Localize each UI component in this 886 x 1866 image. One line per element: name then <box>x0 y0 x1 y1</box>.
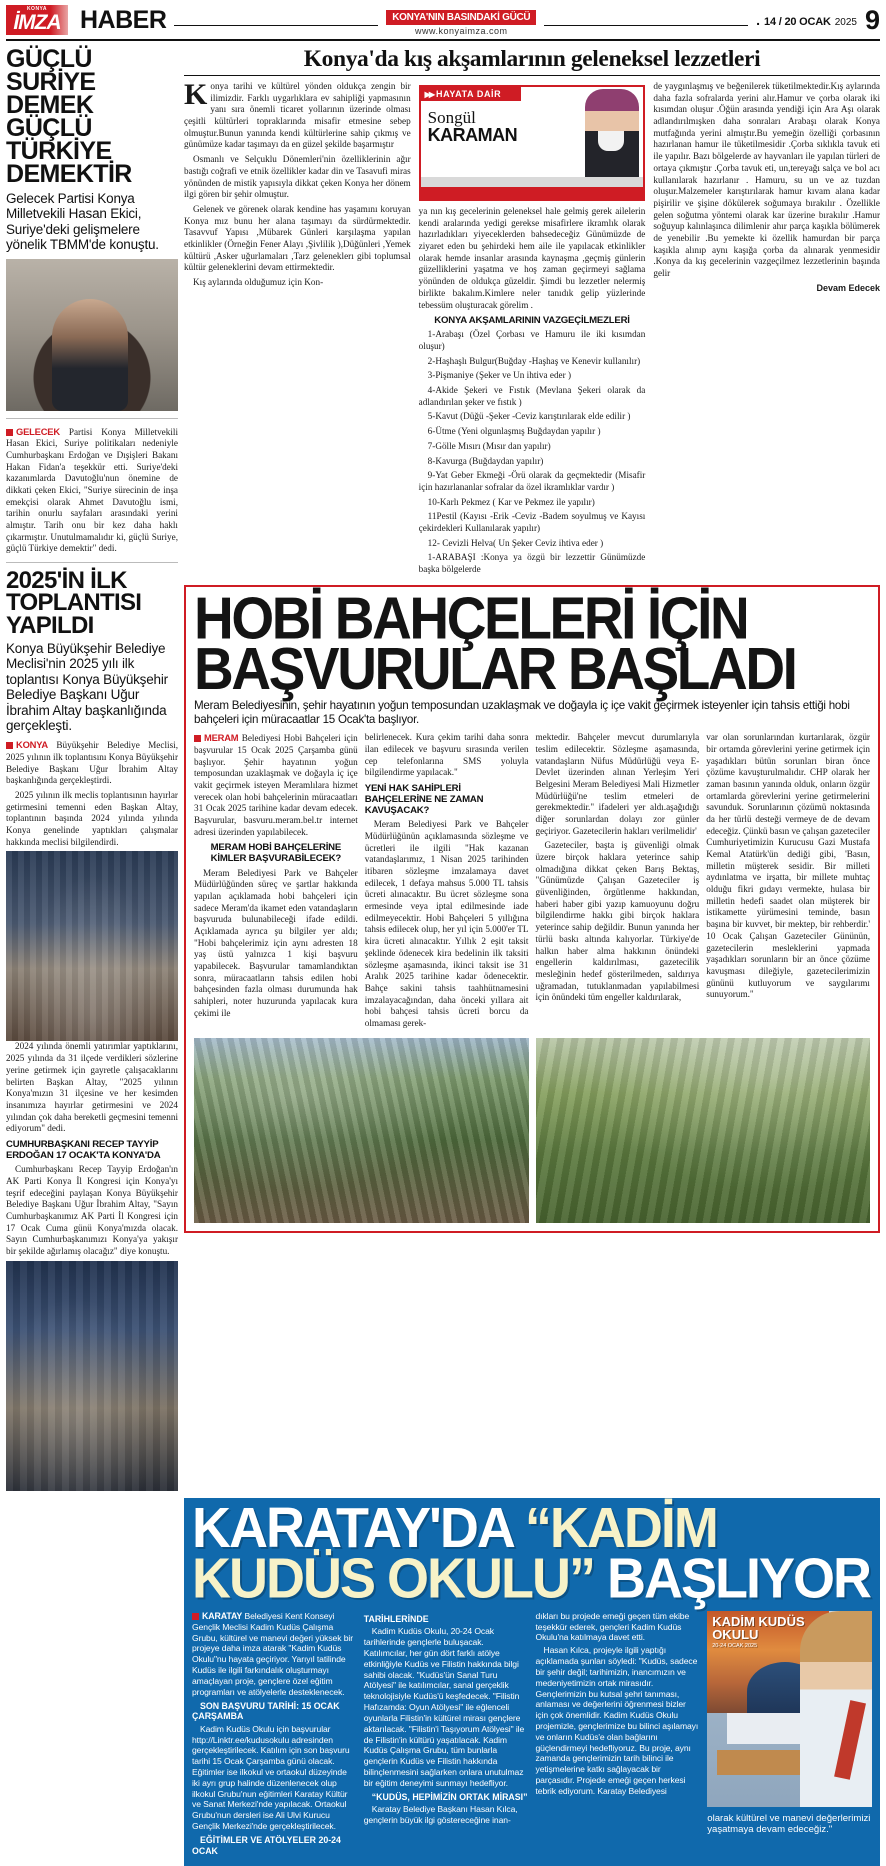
story2-paragraph-4: Cumhurbaşkanı Recep Tayyip Erdoğan'ın AK Parti Konya İl Kongresi için Konya'yı teşrif edeceğini paylaşan Konya Büyükşehir Belediye Başkanı Uğur İbrahim Altay, "Sayın Cumhurbaşkanımız AK Parti İl Kongresi için 17 Ocak Cuma günü Konya'mızda olacak. Sayın Cumhurbaşkanımızı Konya'ya yakışır bir şekilde ağırlamış olacağız" diye konuştu. <box>6 1164 178 1256</box>
karatay-headline <box>192 1497 872 1610</box>
feature-col-1 <box>184 78 411 579</box>
list-item: 7-Gölle Mısırı (Mısır dan yapılır) <box>427 440 551 451</box>
section-title: HABER <box>80 5 167 34</box>
list-item: 4-Akide Şekeri ve Fıstık (Mevlana Şekeri olarak da adlandırılan şeker ve fıstık ) <box>418 385 646 407</box>
double-chevron-right-icon: ▶▶ <box>424 89 433 99</box>
story1-standfirst: Gelecek Partisi Konya Milletvekili Hasan Ekici, Suriye'deki gelişmelere yönelik TBMM'de konuştu. <box>6 191 159 253</box>
hobi-article-box <box>184 585 880 1233</box>
columnist-first-name: Songül <box>427 108 476 127</box>
hobi-c1-subhead: MERAM HOBİ BAHÇELERİNE KİMLER BAŞVURABİLECEK? <box>210 842 342 865</box>
karatay-col-2 <box>364 1611 529 1858</box>
karatay-c3-p2: Hasan Kılca, projeyle ilgili yaptığı açıklamada şunları söyledi: "Kudüs, sadece bir şehir değil; tarihimizin, inancımızın ve medeniyetimizin ortak mirasıdır. Gençlerimizin bu kutsal şehri tanıması, anlaması ve değerlerini öğrenmesi bizler için çok önemlidir. Kadim Kudüs Okulu projemizle, gençlerimize bu bilinci aşılamayı ve onların Kudüs'e olan bağlarını güçlendirmeyi hedefliyoruz. Bu proje, aynı zamanda gençlerimizin tarih bilinci ile yetişmelerine katkı sağlayacak bir parçasıdır. Projede emeği geçen herkesi tebrik ediyorum. Karatay Belediyesi <box>535 1645 699 1796</box>
hobi-headline-line1: HOBİ BAHÇELERİ İÇİN <box>194 584 748 652</box>
hobi-col-1 <box>194 732 358 1033</box>
hobi-headline-line2: BAŞVURULAR BAŞLADI <box>194 635 796 703</box>
karatay-c2-subhead-2: “KUDÜS, HEPİMİZİN ORTAK MİRASI” <box>371 1791 528 1802</box>
karatay-col-3 <box>536 1611 701 1858</box>
karatay-columns <box>192 1611 872 1858</box>
karatay-c1-subhead-2: EĞİTİMLER VE ATÖLYELER 20-24 OCAK <box>192 1834 341 1856</box>
masthead-rule-left <box>174 25 378 26</box>
story1-body <box>6 426 178 556</box>
hobi-photo-row <box>194 1038 870 1223</box>
story2-photo <box>6 851 178 1041</box>
story2-kicker: KONYA <box>16 739 48 751</box>
karatay-c1-subhead: SON BAŞVURU TARİHİ: 15 OCAK ÇARŞAMBA <box>192 1700 340 1722</box>
poster-subtitle: 20-24 OCAK 2025 <box>712 1642 758 1649</box>
left-sidebar-column <box>6 44 178 1491</box>
karatay-c1-p1-text: Belediyesi Kent Konseyi Gençlik Meclisi Kadim Kudüs Çalışma Grubu, kültürel ve manevi değeri yüksek bir projeye daha imza atarak "Kadim Kudüs Okulu"nu hayata geçiriyor. Yarıyıl tatilinde Kudüs ile ilgili farkındalık oluşturmayı amaçlayan proje, gençlere özel eğitim programları ve atölyelerle desteklenecek. <box>192 1610 353 1697</box>
feature-col-2 <box>419 81 646 579</box>
karatay-c2-p1: Kadim Kudüs Okulu, 20-24 Ocak tarihlerinde gençlerle buluşacak. Katılımcılar, her gün dört farklı atölye etkinliğiyle Kudüs ve Filistin hakkında bilgi sahibi olacak. "Kudüs'ün Sanal Turu Atölyesi" ile katılımcılar, sanal gerçeklik teknolojisiyle Kudüs'ü keşfedecek. "Filistin Hafızamda: Oyun Atölyesi" ile eğlenceli oyunlarla Filistin'in kültürel mirası gençlere aktarılacak. "Filistin'i Taşıyorum Atölyesi" ile de Filistin'in kültürü yaşatılacak. Kadim Kudüs Çalışma Grubu, tüm bunlarla gençlerin Kudüs ve Filistin hakkında bilinçlenmesini sağlarken onlara unutulmaz bir eğitim deneyimi sunmayı hedefliyor. <box>363 1626 525 1788</box>
karatay-c4-end: olarak kültürel ve manevi değerlerimizi yaşatmaya devam edeceğiz." <box>707 1812 871 1836</box>
issue-date <box>756 12 857 28</box>
brand-tagline: KONYA'NIN BASINDAKİ GÜCÜ <box>386 10 536 25</box>
karatay-article-box <box>184 1498 880 1866</box>
list-item: 1-Arabaşı (Özel Çorbası ve Hamuru ile iki kısımdan oluşur) <box>418 329 646 351</box>
list-item: 10-Karlı Pekmez ( Kar ve Pekmez ile yapılır) <box>427 496 595 507</box>
columnist-card-footer-band <box>421 187 644 199</box>
columnist-section-label-bar <box>421 87 521 101</box>
columnist-card-grey-band <box>421 177 644 187</box>
list-item: 6-Ütme (Yeni olgunlaşmış Buğdaydan yapılır ) <box>427 426 601 437</box>
hobi-photo-aerial <box>536 1038 871 1223</box>
karatay-kicker: KARATAY <box>202 1610 243 1621</box>
hobi-c3-p1: mektedir. Bahçeler mevcut durumlarıyla teslim edilecektir. Sözleşme aşamasında, vatandaşların Nüfus Müdürlüğü veya E-Devlet üzerinden alınan Yerleşim Yeri Belgesini Meram Belediyesi Mali Hizmetler Müdürlüğü'ne teslim etmeleri de gerekmektedir." ifadeleri yer aldı.aşağıdığı diğer sorunlardan dolayı zor günler geçiriyor. Gazetecilerin hakları verilmelidir' <box>535 732 700 836</box>
story2-subhead: CUMHURBAŞKANI RECEP TAYYİP ERDOĞAN 17 OCAK'TA KONYA'DA <box>6 1138 161 1162</box>
masthead-divider <box>6 39 880 41</box>
page-body <box>6 44 880 1491</box>
karatay-headline-part1: KARATAY'DA <box>192 1497 512 1560</box>
columnist-card[interactable] <box>419 85 646 201</box>
hobi-standfirst: Meram Belediyesinin, şehir hayatının yoğun temposundan uzaklaşmak ve doğayla iç içe vakit geçirmek isteyenler için tahsis ettiği hobi bahçeleri için müracaatlar 15 Ocak'ta başlıyor. <box>194 699 850 726</box>
feature-article <box>184 46 880 579</box>
hobi-c3-p2: Gazeteciler, başta iş güvenliği olmak üzere birçok haklara yeterince sahip olmadığına dikkat çeken Barış Bektaş, "Günümüzde Çalışan Gazeteciler iş güvenliğinden, örgütlenme hakkından, haberi haber gibi yazıp kamuoyunu doğru bilgilendirme hakkı gibi birçok haklara yeterince sahip değildir. Bunun yanında her türlü baskı altında kalıyorlar. Türkiye'de halkın haber alma hakkının önündeki engellerin kaldırılması, gazetecilik mesleğinin hedef gösterilmeden, saldırıya uğramadan, tutuklanmadan yapılabilmesi için önündeki tüm engeller kaldırılarak, <box>535 840 700 1003</box>
divider <box>6 418 178 419</box>
hobi-col-4 <box>706 732 870 1033</box>
kicker-square-icon <box>6 429 13 436</box>
story2-paragraph-1 <box>6 739 178 787</box>
hobi-headline <box>194 584 870 703</box>
karatay-headline-part4: BAŞLIYOR <box>607 1546 871 1610</box>
kicker-square-icon <box>194 735 201 742</box>
hobi-c1-p2: Meram Belediyesi Park ve Bahçeler Müdürlüğünden süreç ve şartlar hakkında yapılan açıklamada hobi bahçeleri için sadece Meram'da ikamet eden vatandaşların başvuruda bulunabileceği ifade edildi. Açıklamada ayrıca şu bilgiler yer aldı; "Hobi bahçelerimiz için aynı adresten 18 yaş üstü yalnızca 1 kişi başvuru yapabilecek. Başvurular tamamlandıktan sonra, müracaatların tahsis edilen hobi bahçesinden fazla olması durumunda hak sahipleri, noter huzurunda yapılacak kura çekimi ile <box>194 867 358 1018</box>
list-item: 2-Haşhaşlı Bulgur(Buğday -Haşhaş ve Kenevir kullanılır) <box>427 355 641 366</box>
karatay-headline-part3: KUDÜS OKULU” <box>192 1546 594 1610</box>
hobi-col-3 <box>536 732 700 1033</box>
karatay-col-1 <box>192 1611 357 1858</box>
feature-col-3 <box>653 81 880 579</box>
list-item: 9-Yat Geber Ekmeği -Örü olarak da geçmektedir (Misafir için hazırlananlar sofralar da özel ikramlıklar vardır ) <box>418 470 646 492</box>
feature-c1-p2: Osmanlı ve Selçuklu Dönemleri'nin özelliklerinin ağır bastığı coğrafi ve etnik özellikler kadar din ve Tasavufi miras yönünden de mistik yapısıyla dikkat çeken Konya her dönem ilgi gören bir şehir olmuştur. <box>184 154 411 200</box>
hobi-c2-p1: belirlenecek. Kura çekim tarihi daha sonra ilan edilecek ve başvuru sırasında verilen cep telefonlarına SMS yoluyla bilgilendirme yapılacak." <box>364 732 529 778</box>
date-dot: . <box>756 12 761 28</box>
story1-photo <box>6 259 178 411</box>
masthead <box>6 0 880 38</box>
hobi-c2-p2: Meram Belediyesi Park ve Bahçeler Müdürlüğünün açıklamasında sözleşme ve ücretleri ile ilgili "Hak kazanan vatandaşlarımız, 1 Nisan 2025 tarihinden itibaren sözleşme imzalamaya davet edilecek, 1 defaya mahsus 5.000 TL tahsis ücreti alınacaktır. Bu ücret sözleşme sona ermesinde veya iptal edilmesinde iade edilmeyecektir. Hobi Bahçeleri 5 yıllığına tahsis edilecek olup, her yıl için 5.000'er TL kira ücreti alınacaktır. Yıllık 2 eşit taksit şeklinde ödenecek kira bedelinin ilk taksiti sözleşme aşamasında, ikinci taksit ise 31 Aralık 2025 tarihine kadar ödenecektir. Bahçe sakini tahsis taahhütnamesini imzalayacağından, daha önceki yıllara ait hobi bahçesi tahsis ücreti borcu da olmaması gerek- <box>364 819 529 1028</box>
hobi-c1-p1-text: Belediyesi Hobi Bahçeleri için başvurular 15 Ocak 2025 Çarşamba günü başlıyor. Şehir hayatının yoğun temposundan uzaklaşmak ve doğayla iç içe vakit geçirmek isteyen Meramlılara hizmet verecek olan hobi bahçelerinin müracaatları 31 Ocak 2025 tarihine kadar devam edecek. Başvurular, basvuru.meram.bel.tr internet adresi üzerinden yapılabilecek. <box>194 733 358 837</box>
story2-paragraph-2: 2025 yılının ilk meclis toplantısının hayırlar getirmesini temenni eden Başkan Altay, toplantının başında 2024 yılında yılında Konya genelinde yaptıkları çalışmalar hakkında meclisi bilgilendirdi. <box>6 790 178 847</box>
story1-kicker: GELECEK <box>16 425 60 437</box>
story1-headline: GÜÇLÜ SURİYE DEMEK GÜÇLÜ TÜRKİYE DEMEKTİR <box>6 45 132 188</box>
publication-logo[interactable] <box>6 5 68 35</box>
feature-c3-p1: de yaygınlaşmış ve beğenilerek tüketilmektedir.Kış aylarında daha fazla sofralarda yerini alır.Hamur ve çorba olarak iki kısımdan oluşur .Öğün arasında yendiği için Ara Aşı olarak adlandırılmışken daha sonraları Arabaşı olarak Konya mutfağında yerini almıştır.Bu yemeğin özelliği çorbasının hazırlanan hamur ile tüketilmesidir .Çorba sıklıkla tavuk eti ile yapılır. Bazı bölgelerde av hayvanları ile yapılan türleri de ortaya çıkmıştır .Çorba tavuk eti, un,tereyağı salça ve bol acı kullanılarak hazırlanır . Hamuru, su un ve az tuzdan oluşur.Malzemeler karıştırılarak hamur kıvam alana kadar pişirilir ve şişine dökülerek soğumaya bırakılır . Özellikle gelen soğutma yöntemi olarak kar üzerine bırakılır .Hamur soğuyup kalınlaşınca dilimlenir ahır parça kaşıkla bölümerek de yenebilir .Bu yemekte ki özellik hamurdan bir parça kaşıkla alınıp aynı kaşığa çorba da alınarak yenmesidir .Konya da kış gecelerinin vazgeçilmez lezzetlerinin başında gelir <box>653 81 881 278</box>
columnist-section-label: HAYATA DAİR <box>435 89 502 99</box>
main-content-column <box>184 44 880 1491</box>
karatay-c1-p2: Kadim Kudüs Okulu için başvurular http://Linktr.ee/kudusokulu adresinden gerçekleştirilecek. Katılım için son başvuru tarihi 15 Ocak Çarşamba günü olacak. Eğitimler ise ilkokul ve ortaokul düzeyinde iki ayrı grup halinde düzenlenecek olup ilkokul Grubu'nun eğitimleri Karatay Kültür ve Sanat Merkezi'nde yapılacak. Ortaokul Grubu'nun dersleri ise Ali Ulvi Kurucu Gençlik Merkezi'nde gerçekleştirilecek. <box>192 1723 350 1832</box>
hobi-kicker: MERAM <box>204 732 239 744</box>
hobi-c4-p1: var olan sorunlarından kurtarılarak, özgür bir ortamda görevlerini yerine getirmek için yaşadıkları bütün sorunları biran önce çözüme kavuşturulmalıdır. CHP olarak her zaman basının yanında olduk, onların özgür ortamlarda görevlerini yerine getirmelerini savunduk. Sorunlarının çözümü noktasında da her türlü desteği vermeye de de devam edeceğiz. Çünkü basın ve çalışan gazeteciler Cumhuriyetimizin Kurucusu Gazi Mustafa Kemal Atatürk'ün dediği gibi, 'Basın, milletin müşterek sesidir. Bir milleti aydınlatma ve irşatta, bir millete muhtaç olduğu fikri gıdayı vermekte, hulasa bir milletin hedefi saadet olan müşterek bir istikamette yürümesini teminde, basın başına bir kuvvet, bir mektep, bir rehberdir.' 10 Ocak Çalışan Gazeteciler Gününün, gazetecilerin mesleklerini yapmada yaşadıkları sorunların bir an önce çözüme kavuşması dileğiyle, gazetecilerimizin gününü kutluyorum ve saygılarımı sunuyorum." <box>706 732 871 1000</box>
page-number: 9 <box>864 4 881 35</box>
list-item: 5-Kavut (Düğü -Şeker -Ceviz karıştırılarak elde edilir ) <box>427 411 631 422</box>
feature-rule <box>184 75 880 76</box>
story2-headline: 2025'İN İLK TOPLANTISI YAPILDI <box>6 567 142 639</box>
hobi-col-2 <box>365 732 529 1033</box>
date-year: 2025 <box>834 17 857 28</box>
columnist-last-name: KARAMAN <box>427 125 518 145</box>
logo-small-text: KONYA <box>26 6 48 12</box>
poster-title-block <box>712 1615 804 1650</box>
logo-main-text: İMZA <box>13 11 61 34</box>
poster-title-line2: OKULU <box>712 1626 759 1642</box>
brand-center <box>386 7 536 36</box>
karatay-c3-p1: dıkları bu projede emeği geçen tüm ekibe teşekkür ederek, gençleri Kadim Kudüs Okulu'na katılmaya davet etti. <box>535 1610 690 1643</box>
feature-c2-p1: ya nın kış gecelerinin geleneksel hale gelmiş gerek ailelerin kendi aralarında yedigi gerekse misafirlere ikramlık olarak hazırladıkları yiyeceklerden bahsedeceğiz Günümüzde de ziyaret eden bu şehirdeki hem aile ile yapılacak etkinlikler olarak hemde insanlar arasında kaynaşma ,geçmiş günlerin güzelliklerini yaşatma ve hoş zaman geçirmeyi sağlama yönünden de oldukça güzeldir. Şimdi bu lezzetler nelermiş birlikte bakalım.Kimlere neler tanıdık gelip yüzlerinde tebessüm oluşturacak görelim . <box>418 206 646 310</box>
feature-c1-p3: Gelenek ve görenek olarak kendine has yaşamını koruyan Konya mız bunu her alana taşımayı da sürdürmektedir. Tasavvuf Yapısı ,Mübarek Günleri karşılaşma yapılan etkinlikler (Örneğin Fener Alayı ,Şivlilik ),Düğünleri ,Yemek kültürü ,Asker uğurlamaları ,Tarz geleneklerı gibi toplumsal kültür geleneklerini devam ettirmektedir. <box>184 203 411 273</box>
hobi-c2-subhead: YENİ HAK SAHİPLERİ BAHÇELERİNE NE ZAMAN KAVUŞACAK? <box>364 782 484 817</box>
list-item: 1-ARABAŞI :Konya ya özgü bir lezzettir Günümüzde başka bölgelerde <box>418 552 646 574</box>
kicker-square-icon <box>6 742 13 749</box>
karatay-c2-subhead: TARİHLERİNDE <box>363 1613 429 1624</box>
divider <box>6 562 178 563</box>
feature-continue-label: Devam Edecek <box>816 282 881 293</box>
kicker-square-icon <box>192 1613 199 1620</box>
list-item: 11Pestil (Kayısı -Erik -Ceviz -Badem soyulmuş ve Kayısı çekirdekleri Kullanılarak yapılır) <box>418 511 646 533</box>
date-text: 14 / 20 OCAK <box>764 16 831 28</box>
hobi-c1-p1 <box>194 732 358 838</box>
feature-c1-p4: Kış aylarında olduğumuz için Kon- <box>193 277 324 287</box>
feature-c1-p1: Konya tarihi ve kültürel yönden oldukça zengin bir ilimizdir. Farklı uygarlıklara ev sahipliği yapmasının yanı sıra önemli ticaret yollarının üzerinde olması çeşitli kültürleri topraklarında misafir etmesine sebep olmuştur.Bunun yanında kendi kültürlerine sahip çıkmış ve günümüze kadar taşımayı da en güzel şekilde başarmıştır <box>184 78 411 150</box>
feature-columns <box>184 78 881 579</box>
feature-headline: Konya'da kış akşamlarının geleneksel lezzetleri <box>303 46 761 72</box>
list-item: 8-Kavurga (Buğdaydan yapılır) <box>427 455 544 466</box>
hobi-photo-garden <box>194 1038 529 1223</box>
karatay-c1-p1 <box>192 1611 357 1698</box>
masthead-rule-right <box>544 25 748 26</box>
hobi-columns <box>194 732 870 1033</box>
karatay-c2-p2: Karatay Belediye Başkanı Hasan Kılca, gençlerin büyük ilgi göstereceğine inan- <box>363 1804 518 1826</box>
story2-standfirst: Konya Büyükşehir Belediye Meclisi'nin 2025 yılı ilk toplantısı Konya Büyükşehir Belediye Başkanı Uğur İbrahim Altay başkanlığında gerçekleşti. <box>6 641 168 733</box>
karatay-poster-photo <box>707 1611 872 1807</box>
story1-body-text: Partisi Konya Milletvekili Hasan Ekici, Suriye politikaları nedeniyle Cumhurbaşkanı Erdoğan ve Dışişleri Bakanı Hakan Fidan'a teşekkür etti. Suriye'deki kazanımlarda Davutoğlu'nun önemine de dikkati çeken Ekici, "Suriye sürecinin de inşa emekçisi olarak Ahmet Davutoğlu ismi, tarihin onurlu sayfaları arasındaki yerini almıştır. Tarih onu bir kez daha haklı çıkarmıştır. Unutulmamalıdır ki, güçlü Suriye, güçlü Türkiye demektir" dedi. <box>6 426 178 554</box>
feature-list-title: KONYA AKŞAMLARININ VAZGEÇİLMEZLERİ <box>434 315 630 327</box>
karatay-col-4 <box>707 1611 872 1858</box>
story2-p1-text: Büyükşehir Belediye Meclisi, 2025 yılının ilk toplantısını Konya Büyükşehir Belediye Başkanı Uğur İbrahim Altay başkanlığında gerçekleştirdi. <box>6 740 178 786</box>
story2-photo-2 <box>6 1261 178 1491</box>
feature-delicacy-list <box>419 329 646 575</box>
brand-website-url[interactable]: www.konyaimza.com <box>415 25 508 36</box>
story2-paragraph-3: 2024 yılında önemli yatırımlar yaptıklarını, 2025 yılında da 31 ilçede verdikleri sözlerine yerine getirmek için gayretle çalışacaklarını belirten Başkan Altay, "2025 yılının Konya'mızın 31 ilçesine ve her kesimden insanımıza hayırlar getirmesini ve 2024 yılından çok daha bereketli geçmesini temenni ediyorum" dedi. <box>6 1041 178 1134</box>
poster-title-line1: KADİM KUDÜS <box>712 1613 805 1629</box>
karatay-headline-part2: “KADİM <box>524 1497 717 1560</box>
list-item: 3-Pişmaniye (Şeker ve Un ihtiva eder ) <box>427 370 572 381</box>
list-item: 12- Cevizli Helva( Un Şeker Ceviz ihtiva eder ) <box>427 537 604 548</box>
